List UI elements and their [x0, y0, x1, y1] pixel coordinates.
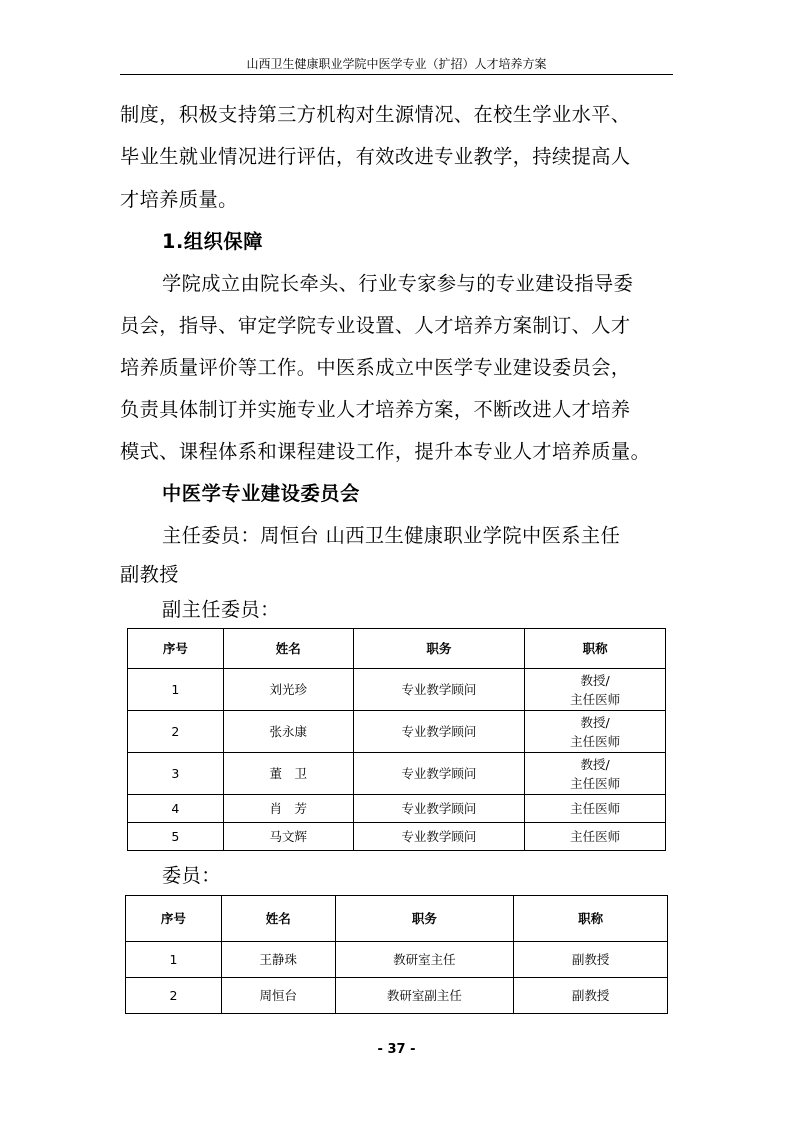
header-cell: 职称: [514, 896, 668, 942]
paragraph-line: 负责具体制订并实施专业人才培养方案，不断改进人才培养: [120, 398, 631, 421]
paragraph-line: 毕业生就业情况进行评估，有效改进专业教学，持续提高人: [120, 145, 631, 168]
position-cell: 专业教学顾问: [353, 669, 525, 711]
header-cell: 职称: [525, 629, 666, 669]
page-number: - 37 -: [377, 1042, 416, 1057]
table-row: [126, 942, 668, 978]
table-caption: 副主任委员：: [162, 598, 280, 621]
index-cell: 1: [128, 669, 224, 711]
title-cell: 副教授: [514, 942, 668, 978]
name-cell: 董 卫: [223, 753, 353, 795]
header-cell: 职务: [335, 896, 514, 942]
header-cell: 姓名: [223, 629, 353, 669]
table-row: [128, 669, 666, 711]
title-cell: 副教授: [514, 978, 668, 1014]
header-cell: 序号: [126, 896, 222, 942]
title-cell: 主任医师: [525, 795, 666, 823]
name-cell: 周恒台: [221, 978, 335, 1014]
table-header-row: [126, 896, 668, 942]
index-cell: 5: [128, 823, 224, 851]
committee-heading: 中医学专业建设委员会: [162, 482, 360, 505]
title-cell: 主任医师: [525, 823, 666, 851]
index-cell: 1: [126, 942, 222, 978]
index-cell: 2: [126, 978, 222, 1014]
name-cell: 王静珠: [221, 942, 335, 978]
paragraph-line: 才培养质量。: [120, 188, 238, 211]
table-header-row: [128, 629, 666, 669]
paragraph-line: 主任委员：周恒台 山西卫生健康职业学院中医系主任: [162, 524, 621, 547]
table-caption: 委员：: [162, 864, 221, 887]
name-cell: 肖 芳: [223, 795, 353, 823]
table-row: [128, 795, 666, 823]
paragraph-line: 模式、课程体系和课程建设工作，提升本专业人才培养质量。: [120, 440, 651, 463]
table-row: [126, 978, 668, 1014]
table-row: [128, 823, 666, 851]
name-cell: 马文辉: [223, 823, 353, 851]
position-cell: 教研室主任: [335, 942, 514, 978]
header-cell: 职务: [353, 629, 525, 669]
position-cell: 专业教学顾问: [353, 711, 525, 753]
position-cell: 教研室副主任: [335, 978, 514, 1014]
position-cell: 专业教学顾问: [353, 795, 525, 823]
header-cell: 姓名: [221, 896, 335, 942]
vice-director-table: [127, 628, 666, 851]
title-cell: 教授/ 主任医师: [525, 669, 666, 711]
header-rule: [120, 74, 673, 75]
index-cell: 3: [128, 753, 224, 795]
paragraph-line: 副教授: [120, 563, 179, 586]
paragraph-line: 员会，指导、审定学院专业设置、人才培养方案制订、人才: [120, 314, 631, 337]
index-cell: 4: [128, 795, 224, 823]
table-row: [128, 753, 666, 795]
paragraph-line: 培养质量评价等工作。中医系成立中医学专业建设委员会，: [120, 356, 631, 379]
title-cell: 教授/ 主任医师: [525, 753, 666, 795]
title-cell: 教授/ 主任医师: [525, 711, 666, 753]
page-header: 山西卫生健康职业学院中医学专业（扩招）人才培养方案: [246, 57, 547, 71]
table-row: [128, 711, 666, 753]
index-cell: 2: [128, 711, 224, 753]
name-cell: 张永康: [223, 711, 353, 753]
header-cell: 序号: [128, 629, 224, 669]
paragraph-line: 制度，积极支持第三方机构对生源情况、在校生学业水平、: [120, 103, 631, 126]
position-cell: 专业教学顾问: [353, 823, 525, 851]
paragraph-line: 学院成立由院长牵头、行业专家参与的专业建设指导委: [162, 272, 634, 295]
member-table: [125, 895, 668, 1014]
section-heading: 1.组织保障: [162, 230, 263, 253]
position-cell: 专业教学顾问: [353, 753, 525, 795]
name-cell: 刘光珍: [223, 669, 353, 711]
